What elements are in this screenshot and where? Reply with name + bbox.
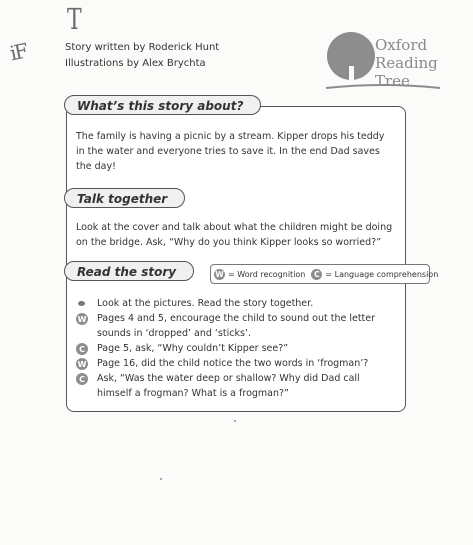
logo-wordmark bbox=[375, 36, 438, 90]
list-item bbox=[76, 341, 396, 356]
handwritten-mark-left: iF bbox=[7, 38, 29, 66]
list-item-text: Ask, “Was the water deep or shallow? Why did Dad call himself a frogman? What is a frogman?” bbox=[97, 373, 360, 399]
read-heading: Read the story bbox=[64, 261, 194, 281]
c-badge-icon: C bbox=[311, 269, 322, 280]
author-line: Story written by Roderick Hunt bbox=[65, 42, 220, 53]
list-item bbox=[76, 356, 396, 371]
speck-mark bbox=[234, 420, 236, 422]
list-item bbox=[76, 371, 396, 401]
c-badge-icon: C bbox=[76, 373, 88, 385]
list-item bbox=[76, 311, 396, 341]
bullet-icon bbox=[78, 301, 85, 306]
w-badge-icon: W bbox=[215, 269, 224, 279]
list-item-text: Pages 4 and 5, encourage the child to sound out the letter sounds in ‘dropped’ and ‘sticks’. bbox=[97, 313, 376, 339]
talk-heading: Talk together bbox=[64, 188, 185, 208]
handwritten-mark-top: T bbox=[67, 4, 82, 37]
credits bbox=[65, 40, 219, 72]
about-text: The family is having a picnic by a stream. Kipper drops his teddy in the water and everyone tries to save it. In the end Dad saves the day! bbox=[76, 131, 385, 172]
about-heading: What’s this story about? bbox=[64, 95, 261, 115]
logo-line-3: Tree bbox=[375, 72, 410, 90]
list-item bbox=[76, 296, 396, 311]
logo-line-1: Oxford bbox=[375, 36, 428, 54]
read-list bbox=[76, 296, 396, 401]
c-badge-icon: C bbox=[76, 343, 88, 355]
talk-text: Look at the cover and talk about what the children might be doing on the bridge. Ask, “Why do you think Kipper looks so worried?” bbox=[76, 222, 393, 248]
list-item-text: Page 16, did the child notice the two words in ‘frogman’? bbox=[97, 358, 369, 369]
w-badge-icon: W bbox=[77, 314, 87, 324]
list-item-text: Page 5, ask, “Why couldn’t Kipper see?” bbox=[97, 343, 289, 354]
logo-line-2: Reading bbox=[375, 54, 438, 72]
c-key-label: = Language comprehension bbox=[325, 269, 439, 279]
w-key-label: = Word recognition bbox=[228, 269, 306, 279]
speck-mark bbox=[160, 478, 162, 480]
key-legend bbox=[210, 264, 439, 284]
list-item-text: Look at the pictures. Read the story together. bbox=[97, 298, 314, 309]
w-badge-icon: W bbox=[77, 359, 87, 369]
illustrator-line: Illustrations by Alex Brychta bbox=[65, 58, 206, 69]
